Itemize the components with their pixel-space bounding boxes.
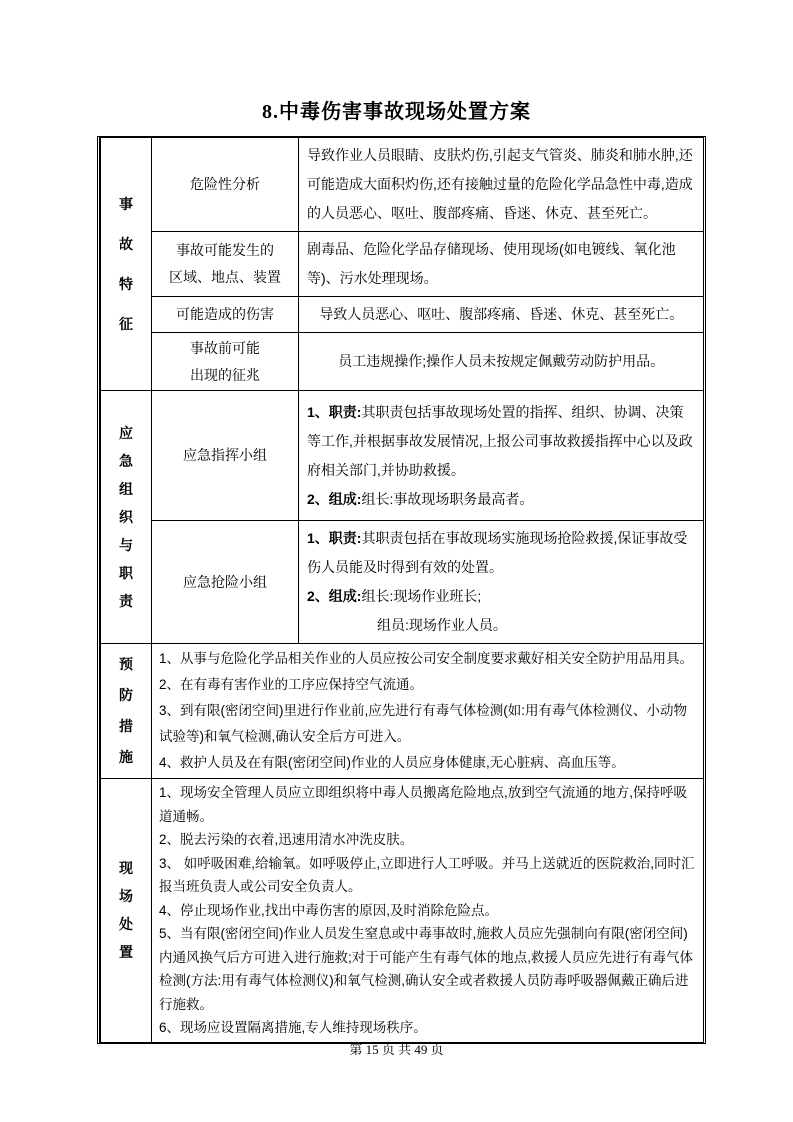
response-items (152, 779, 704, 1042)
table-row (101, 333, 704, 391)
page-number-footer: 第 15 页 共 49 页 (349, 1042, 444, 1057)
row-label-text: 应急抢险小组 (183, 573, 267, 590)
composition-prefix: 2、组成: (307, 588, 362, 604)
vertical-header-char: 施 (119, 749, 133, 765)
composition-line (307, 582, 696, 611)
safety-plan-table (97, 136, 706, 1044)
vertical-header-char: 组 (119, 481, 133, 497)
row-content (299, 521, 704, 644)
vertical-header-char: 责 (119, 593, 133, 609)
row-label-text: 危险性分析 (190, 176, 260, 192)
duty-text: 其职责包括事故现场处置的指挥、组织、协调、决策等工作,并根据事故发展情况,上报公司事故救援指挥中心以及政府相关部门,并协助救援。 (307, 403, 693, 478)
row-label-text: 事故可能发生的 (176, 242, 274, 258)
row-label-text: 应急指挥小组 (183, 447, 267, 463)
row-label (152, 138, 299, 232)
duty-text: 其职责包括在事故现场实施现场抢险救援,保证事故受伤人员能及时得到有效的处置。 (307, 530, 688, 575)
row-content: 剧毒品、危险化学品存储现场、使用现场(如电镀线、氧化池等)、污水处理现场。 (299, 232, 704, 297)
vertical-header-char: 措 (119, 718, 133, 734)
page-title: 8.中毒伤害事故现场处置方案 (262, 101, 531, 123)
section-header-response (101, 779, 152, 1042)
row-label-text: 出现的征兆 (190, 366, 260, 383)
vertical-header-char: 场 (119, 888, 133, 905)
list-item-text: 1、现场安全管理人员应立即组织将中毒人员搬离危险地点,放到空气流通的地方,保持呼吸道通畅。 (159, 785, 688, 824)
list-item-text: 1、从事与危险化学品相关作业的人员应按公司安全制度要求戴好相关安全防护用品用具。 (159, 651, 694, 666)
vertical-header-char: 故 (119, 236, 133, 252)
vertical-header-char: 事 (119, 196, 133, 212)
row-label-text: 事故前可能 (190, 339, 260, 356)
list-item-text: 2、脱去污染的衣着,迅速用清水冲洗皮肤。 (159, 832, 414, 847)
composition-member-line: 组员:现场作业人员。 (377, 617, 507, 633)
table-row (101, 644, 704, 779)
vertical-header-char: 应 (119, 425, 133, 441)
list-item-text: 3、到有限(密闭空间)里进行作业前,应先进行有毒气体检测(如:用有毒气体检测仪、小动物试验等)和氧气检测,确认安全后方可进入。 (159, 703, 687, 744)
vertical-header-char: 急 (119, 453, 133, 469)
row-label (152, 521, 299, 644)
section-header-features (101, 138, 152, 391)
composition-text: 组长:事故现场职务最高者。 (361, 490, 534, 507)
vertical-header-char: 职 (119, 565, 133, 581)
table-row (101, 391, 704, 521)
list-item-text: 4、救护人员及在有限(密闭空间)作业的人员应身体健康,无心脏病、高血压等。 (159, 755, 625, 770)
vertical-header-char: 处 (119, 916, 133, 933)
row-content: 导致人员恶心、呕吐、腹部疼痛、昏迷、休克、甚至死亡。 (299, 297, 704, 333)
duty-prefix: 1、职责: (307, 403, 362, 420)
vertical-header-char: 特 (119, 276, 133, 292)
row-content (299, 391, 704, 521)
row-label (152, 391, 299, 521)
duty-line (307, 398, 696, 485)
row-content: 导致作业人员眼睛、皮肤灼伤,引起支气管炎、肺炎和肺水肿,还可能造成大面积灼伤,还有接触过量的危险化学品急性中毒,造成的人员恶心、呕吐、腹部疼痛、昏迷、休克、甚至死亡。 (299, 138, 704, 232)
row-label-text: 区域、地点、装置 (169, 269, 281, 285)
composition-line (307, 485, 696, 514)
vertical-header-char: 织 (119, 509, 133, 525)
row-label (152, 297, 299, 333)
vertical-header-char: 置 (119, 944, 133, 961)
vertical-header-char: 预 (119, 656, 133, 672)
prevention-items (152, 644, 704, 779)
list-item-text: 4、停止现场作业,找出中毒伤害的原因,及时消除危险点。 (159, 902, 499, 918)
row-label-text: 可能造成的伤害 (176, 306, 274, 322)
row-label (152, 333, 299, 391)
vertical-header-char: 防 (119, 687, 133, 703)
table-row (101, 779, 704, 1042)
composition-prefix: 2、组成: (307, 490, 362, 507)
row-label (152, 232, 299, 297)
list-item-text: 2、在有毒有害作业的工序应保持空气流通。 (159, 677, 424, 692)
section-header-org (101, 391, 152, 644)
table-row (101, 232, 704, 297)
section-header-prevention (101, 644, 152, 779)
duty-line (307, 524, 696, 582)
table-row (101, 521, 704, 644)
vertical-header-char: 与 (119, 537, 133, 553)
list-item-text: 5、当有限(密闭空间)作业人员发生窒息或中毒事故时,施救人员应先强制向有限(密闭空间)内通风换气后方可进入进行施救;对于可能产生有毒气体的地点,救援人员应先进行有毒气体检测(方法:用有毒气体检测仪)和氧气检测,确认安全或者救援人员防毒呼吸器佩戴正确后进行施救。 (159, 926, 694, 1012)
table-row (101, 138, 704, 232)
duty-prefix: 1、职责: (307, 530, 362, 546)
vertical-header-char: 征 (119, 316, 133, 332)
row-content: 员工违规操作;操作人员未按规定佩戴劳动防护用品。 (299, 333, 704, 391)
composition-text: 组长:现场作业班长; (361, 588, 482, 604)
list-item-text: 6、现场应设置隔离措施,专人维持现场秩序。 (159, 1020, 427, 1035)
vertical-header-char: 现 (119, 860, 133, 877)
table-row (101, 297, 704, 333)
list-item-text: 3、 如呼吸困难,给输氧。如呼吸停止,立即进行人工呼吸。并马上送就近的医院救治,同时汇报当班负责人或公司安全负责人。 (159, 855, 695, 894)
